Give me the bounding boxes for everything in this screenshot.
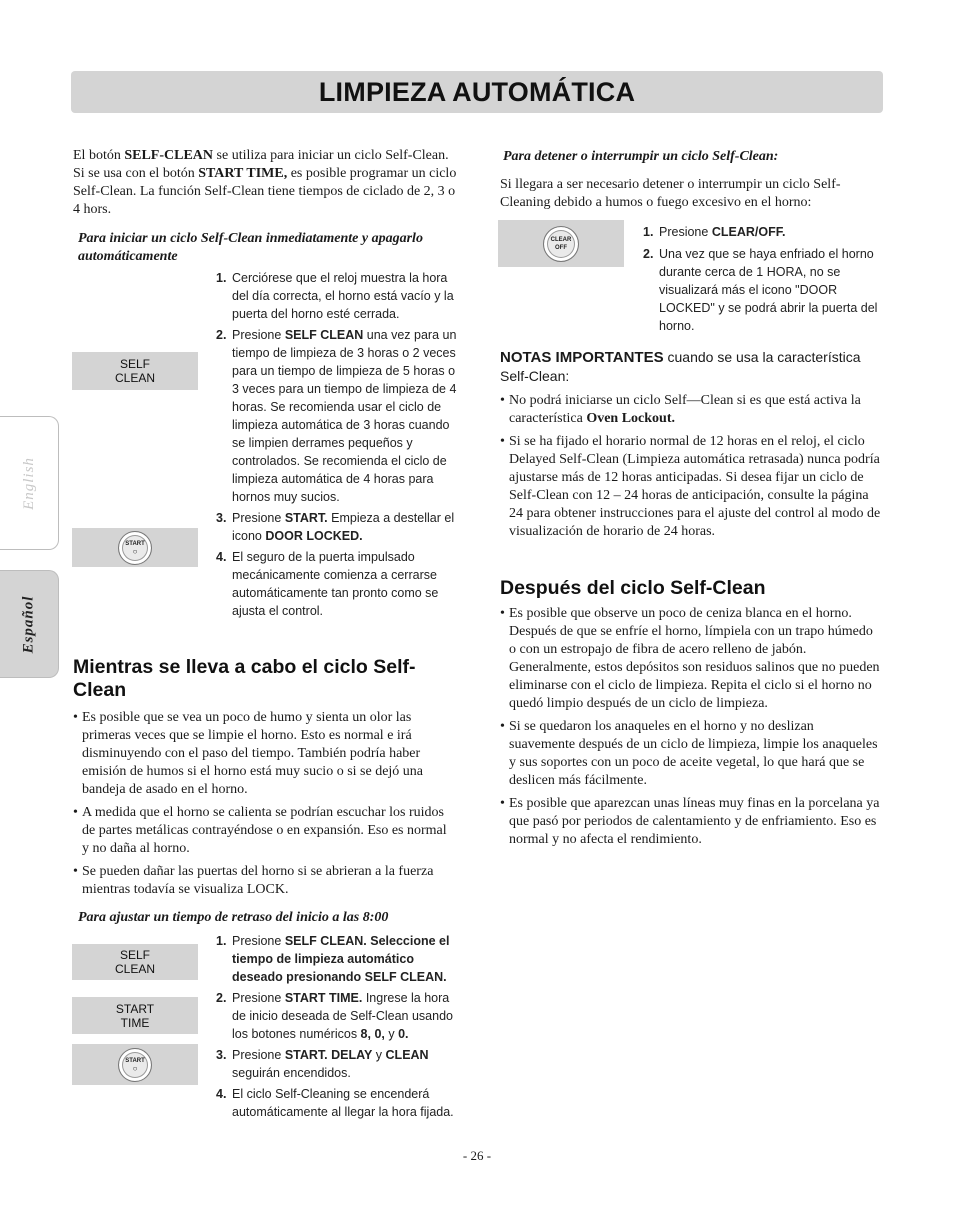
list-item: • Si se ha fijado el horario normal de 12 horas en el reloj, el ciclo Delayed Self-Clean (Limpieza automática retrasada) nunca podría ajustarse más de 12 horas anticipadas. Si desea fijar un ciclo de Self-Clean con 12 – 24 horas de anticipación, consulte la página 24 para obtener instrucciones para el ajuste del control al modo de visualización de horario de 24 horas. — [500, 433, 882, 541]
stop-steps — [643, 223, 881, 335]
lock-icon: ○ — [132, 1063, 138, 1073]
start-now-steps — [216, 269, 464, 620]
lock-icon: ○ — [132, 546, 138, 556]
tab-english-label: English — [20, 456, 37, 510]
list-item: • Es posible que aparezcan unas líneas muy finas en la porcelana ya que pasó por periodos de calentamiento y de enfriamiento. Eso es normal y no afecta el rendimiento. — [500, 795, 882, 849]
during-bullets — [73, 709, 453, 904]
intro-paragraph: El botón SELF-CLEAN se utiliza para iniciar un ciclo Self-Clean. Si se usa con el botón START TIME, es posible programar un ciclo Self-Clean. La función Self-Clean tiene tiempos de ciclado de 2, 3 o 4 hors. — [73, 148, 457, 217]
self-clean-button[interactable]: SELF CLEAN — [72, 352, 198, 390]
list-item: 2. Presione SELF CLEAN una vez para un tiempo de limpieza de 3 horas o 2 veces para un tiempo de limpieza de 5 horas o 3 veces para un tiempo de limpieza de 4 horas. Se recomienda usar el ciclo de limpieza automática de 3 horas cuando se limpien derrames pequeños y controlados. Se recomienda el ciclo de limpieza automática de 4 horas para hornos muy sucios. — [216, 328, 457, 504]
list-item: 3. Presione START. Empieza a destellar el icono DOOR LOCKED. — [216, 511, 455, 543]
tab-espanol[interactable] — [0, 570, 59, 678]
start-button[interactable]: START ○ — [118, 1048, 152, 1082]
list-item: 4. El ciclo Self-Cleaning se encenderá automáticamente al llegar la hora fijada. — [216, 1087, 454, 1119]
self-clean-button[interactable]: SELF CLEAN — [72, 944, 198, 980]
tab-english[interactable] — [0, 416, 59, 550]
start-button[interactable]: START ○ — [118, 531, 152, 565]
clear-off-button-panel[interactable] — [498, 220, 624, 267]
notes-heading: NOTAS IMPORTANTES cuando se usa la característica Self-Clean: — [500, 349, 861, 384]
notes-bullets — [500, 392, 882, 546]
tab-espanol-label: Español — [20, 595, 37, 653]
start-button-panel[interactable] — [72, 528, 198, 567]
list-item: 1. Presione SELF CLEAN. Seleccione el tiempo de limpieza automático deseado presionando SELF CLEAN. — [216, 934, 450, 984]
start-button-panel[interactable] — [72, 1044, 198, 1085]
list-item: • Es posible que observe un poco de ceniza blanca en el horno. Después de que se enfríe el horno, límpiela con un trapo húmedo o con un estropajo de fibra de acero relleno de jabón. Generalmente, estos depósitos son residuos salinos que no pueden eliminarse con el ciclo de limpieza. Repita el ciclo si el horno no quedó limpio después de un ciclo de limpieza. — [500, 605, 882, 713]
during-heading: Mientras se lleva a cabo el ciclo Self-Clean — [73, 656, 416, 701]
list-item: • No podrá iniciarse un ciclo Self—Clean si es que está activa la característica Oven Lockout. — [500, 392, 882, 428]
list-item: • Si se quedaron los anaqueles en el horno y no deslizan suavemente después de un ciclo de limpieza, limpie los anaqueles y sus soportes con un poco de aceite vegetal, lo que hará que se deslicen más fácilmente. — [500, 718, 882, 790]
list-item: • Es posible que se vea un poco de humo y sienta un olor las primeras veces que se limpie el horno. Esto es normal e irá disminuyendo con el paso del tiempo. También podría haber emisión de humos si el horno está muy sucio o si se dejó una bandeja de asado en el horno. — [73, 709, 453, 799]
list-item: 3. Presione START. DELAY y CLEAN seguirán encendidos. — [216, 1048, 429, 1080]
list-item: 2. Una vez que se haya enfriado el horno durante cerca de 1 HORA, no se visualizará más el icono "DOOR LOCKED" y se podrá abrir la puerta del horno. — [643, 247, 878, 333]
start-time-button[interactable]: START TIME — [72, 997, 198, 1034]
delay-steps — [216, 932, 466, 1121]
stop-intro: Si llegara a ser necesario detener o interrumpir un ciclo Self-Cleaning debido a humos o fuego excesivo en el horno: — [500, 177, 841, 210]
list-item: 1. Cerciórese que el reloj muestra la hora del día correcta, el horno está vacío y la puerta del horno esté cerrada. — [216, 271, 454, 321]
title-bar — [71, 71, 883, 113]
list-item: 4. El seguro de la puerta impulsado mecánicamente comienza a cerrarse automáticamente tan pronto como se ajusta el control. — [216, 550, 439, 618]
list-item: • Se pueden dañar las puertas del horno si se abrieran a la fuerza mientras todavía se visualiza LOCK. — [73, 863, 453, 899]
delay-heading: Para ajustar un tiempo de retraso del inicio a las 8:00 — [78, 910, 389, 925]
after-bullets — [500, 605, 882, 854]
list-item: 2. Presione START TIME. Ingrese la hora de inicio deseada de Self-Clean usando los botones numéricos 8, 0, y 0. — [216, 991, 453, 1041]
start-now-heading: Para iniciar un ciclo Self-Clean inmediatamente y apagarlo automáticamente — [78, 231, 423, 264]
after-heading: Después del ciclo Self-Clean — [500, 577, 766, 599]
list-item: 1. Presione CLEAR/OFF. — [643, 225, 786, 239]
list-item: • A medida que el horno se calienta se podrían escuchar los ruidos de partes metálicas contrayéndose o en expansión. Eso es normal y no daña al horno. — [73, 804, 453, 858]
stop-heading: Para detener o interrumpir un ciclo Self-Clean: — [503, 149, 779, 164]
page-title: LIMPIEZA AUTOMÁTICA — [318, 76, 636, 107]
page-number: - 26 - — [462, 1148, 492, 1163]
clear-off-button[interactable]: CLEAR OFF — [543, 226, 579, 262]
